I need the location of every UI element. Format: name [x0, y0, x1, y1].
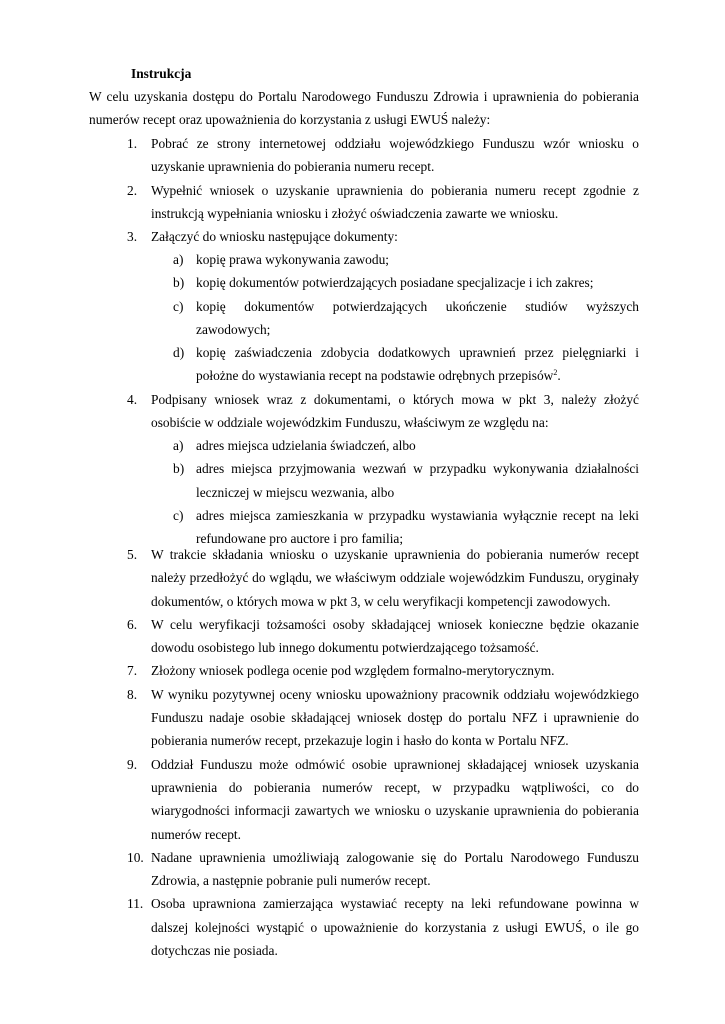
item-number: 9.: [127, 756, 138, 772]
list-item-2: [89, 179, 639, 226]
list-item-1: [89, 132, 639, 179]
item-number: 6.: [127, 616, 138, 632]
sublist-item-3a: [89, 248, 639, 271]
list-item-5: [89, 543, 639, 613]
list-item-6: [89, 613, 639, 660]
item-text: Wypełnić wniosek o uzyskanie uprawnienia do pobierania numeru recept zgodnie z instrukcją wypełniania wniosku i złożyć oświadczenia zawarte we wniosku.: [151, 182, 639, 221]
sub-text: adres miejsca udzielania świadczeń, albo: [196, 438, 416, 453]
list-item-9: [89, 753, 639, 846]
sublist-item-4a: [89, 434, 639, 457]
list-item-10: [89, 846, 639, 893]
item-text: Złożony wniosek podlega ocenie pod względem formalno-merytorycznym.: [151, 663, 555, 679]
sub-text-end: .: [557, 368, 561, 384]
sublist-item-3d: [89, 341, 639, 388]
instruction-list-b: [89, 388, 639, 435]
item-text: Oddział Funduszu może odmówić osobie uprawnionej składającej wniosek uzyskania uprawnienia do pobierania numerów recept, w przypadku wątpliwości, co do wiarygodności informacji zawartych we wniosku o uzyskanie uprawnienia do pobierania numerów recept.: [151, 756, 639, 842]
sub-letter: c): [173, 298, 184, 314]
item-text: W trakcie składania wniosku o uzyskanie uprawnienia do pobierania numerów recept należy przedłożyć do wglądu, we właściwym oddziale wojewódzkim Funduszu, oryginały dokumentów, o których mowa w pkt 3, w celu weryfikacji kompetencji zawodowych.: [151, 547, 639, 609]
sublist-item-4: [89, 434, 639, 550]
sub-text: kopię zaświadczenia zdobycia dodatkowych uprawnień przez pielęgniarki i położne do wystawiania recept na podstawie odrębnych przepisów: [196, 345, 639, 384]
sub-text: kopię prawa wykonywania zawodu;: [196, 252, 389, 267]
item-number: 4.: [127, 392, 138, 407]
instruction-list-a: [89, 132, 639, 248]
sub-text: adres miejsca zamieszkania w przypadku wystawiania wyłącznie recept na leki refundowane pro auctore i pro familia;: [196, 507, 639, 547]
intro-paragraph: W celu uzyskania dostępu do Portalu Narodowego Funduszu Zdrowia i uprawnienia do pobierania numerów recept oraz upoważnienia do korzystania z usługi EWUŚ należy:: [89, 89, 639, 128]
sub-letter: b): [173, 461, 185, 477]
item-text: Osoba uprawniona zamierzająca wystawiać recepty na leki refundowane powinna w dalszej kolejności wystąpić o upoważnienie do korzystania z usługi EWUŚ, o ile go dotychczas nie posiada.: [151, 896, 639, 959]
page-title: Instrukcja: [131, 66, 192, 81]
sublist-item-3c: [89, 295, 639, 342]
item-text: Nadane uprawnienia umożliwiają zalogowanie się do Portalu Narodowego Funduszu Zdrowia, a następnie pobranie puli numerów recept.: [151, 849, 639, 889]
list-item-7: [89, 659, 639, 682]
item-number: 1.: [127, 136, 138, 151]
item-number: 2.: [127, 182, 138, 198]
sub-letter: a): [173, 252, 184, 267]
sub-letter: b): [173, 275, 185, 291]
footnote-marker: 2: [553, 368, 558, 378]
list-item-3: [89, 225, 639, 248]
list-item-11: [89, 892, 639, 962]
instruction-list-c: [89, 543, 639, 962]
item-number: 8.: [127, 686, 138, 702]
item-number: 11.: [127, 896, 144, 912]
list-item-8: [89, 683, 639, 753]
item-number: 5.: [127, 547, 138, 562]
sub-letter: c): [173, 507, 184, 523]
sub-text: adres miejsca przyjmowania wezwań w przypadku wykonywania działalności leczniczej w miejscu wezwania, albo: [196, 461, 639, 500]
sublist-item-3b: [89, 271, 639, 294]
item-number: 7.: [127, 663, 138, 679]
sublist-item-3: [89, 248, 639, 388]
list-item-4: [89, 388, 639, 435]
sub-text: kopię dokumentów potwierdzających ukończenie studiów wyższych zawodowych;: [196, 298, 639, 337]
item-text: Pobrać ze strony internetowej oddziału wojewódzkiego Funduszu wzór wniosku o uzyskanie uprawnienia do pobierania numeru recept.: [151, 136, 639, 175]
item-text: Załączyć do wniosku następujące dokumenty:: [151, 229, 398, 245]
sub-letter: d): [173, 345, 185, 361]
sublist-item-4b: [89, 457, 639, 504]
item-number: 3.: [127, 229, 138, 245]
item-text: W celu weryfikacji tożsamości osoby składającej wniosek konieczne będzie okazanie dowodu osobistego lub innego dokumentu potwierdzającego tożsamość.: [151, 616, 639, 656]
sub-letter: a): [173, 438, 184, 453]
item-number: 10.: [127, 849, 144, 865]
item-text: W wyniku pozytywnej oceny wniosku upoważniony pracownik oddziału wojewódzkiego Funduszu nadaje osobie składającej wniosek dostęp do portalu NFZ i uprawnienie do pobierania numerów recept, przekazuje login i hasło do konta w Portalu NFZ.: [151, 686, 639, 749]
item-text: Podpisany wniosek wraz z dokumentami, o których mowa w pkt 3, należy złożyć osobiście w oddziale wojewódzkim Funduszu, właściwym ze względu na:: [151, 392, 639, 431]
sub-text: kopię dokumentów potwierdzających posiadane specjalizacje i ich zakres;: [196, 275, 594, 291]
